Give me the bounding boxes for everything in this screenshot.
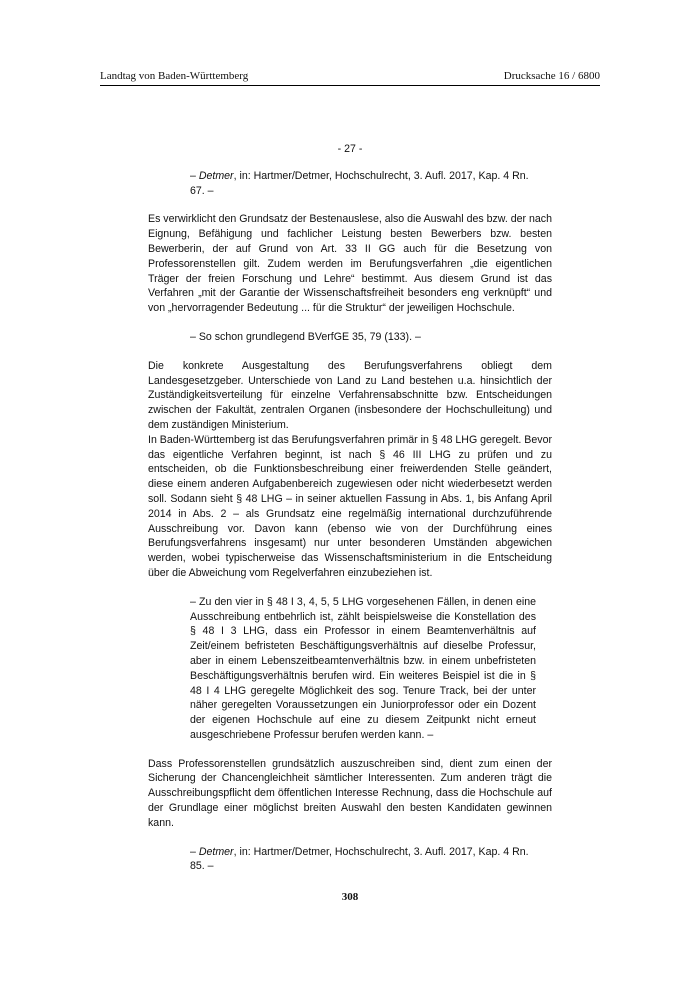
- header-left: Landtag von Baden-Württemberg: [100, 70, 249, 82]
- document-body: [148, 142, 552, 874]
- cite1-rest: , in: Hartmer/Detmer, Hochschulrecht, 3. Aufl. 2017, Kap. 4 Rn. 67. –: [190, 169, 529, 197]
- cite3-dash: –: [190, 845, 199, 858]
- paragraph-bestenauslese: Es verwirklicht den Grundsatz der Bestenauslese, also die Auswahl des bzw. der nach Eignung, Befähigung und fachlicher Leistung besten Bewerbers bzw. besten Bewerberin, der auf Grund von Art. 33 II GG auch für die Besetzung von Professorenstellen gilt. Zudem werden im Berufungsverfahren „die eigentlichen Träger der freien Forschung und Lehre“ bestimmt. Aus diesem Grund ist das Verfahren „mit der Garantie der Wissenschaftsfreiheit besonders eng verknüpft“ und von „hervorragender Bedeutung ... für die Struktur“ der jeweiligen Hochschule.: [148, 213, 552, 315]
- paragraph-baden-wuerttemberg: In Baden-Württemberg ist das Berufungsverfahren primär in § 48 LHG geregelt. Bevor das eigentliche Verfahren beginnt, ist nach § 46 III LHG zu prüfen und zu entscheiden, ob die Funktionsbeschreibung einer freiwerdenden Stelle geändert, diese einem anderen Aufgabenbereich zugewiesen oder nicht wiederbesetzt werden soll. Sodann sieht § 48 LHG – in seiner aktuellen Fassung in Abs. 1, bis Anfang April 2014 in Abs. 2 – als Grundsatz eine regelmäßig international durchzuführende Ausschreibung vor. Davon kann (ebenso wie von der Durchführung eines Berufungsverfahrens insgesamt) nur unter besonderen Umständen abgewichen werden, wobei typischerweise das Wissenschaftsministerium in die Entscheidung über die Abweichung vom Regelverfahren einzubeziehen ist.: [148, 433, 552, 579]
- cite3-rest: , in: Hartmer/Detmer, Hochschulrecht, 3. Aufl. 2017, Kap. 4 Rn. 85. –: [190, 845, 529, 873]
- paragraph-ausgestaltung: Die konkrete Ausgestaltung des Berufungsverfahrens obliegt dem Landesgesetzgeber. Unterschiede von Land zu Land bestehen u.a. hinsichtlich der Zuständigkeitsverteilung für einzelne Verfahrensabschnitte bzw. Entscheidungen zwischen der Fakultät, zentralen Organen (insbesondere der Hochschulleitung) und dem zuständigen Ministerium.: [148, 359, 552, 431]
- paragraph-professorenstellen: Dass Professorenstellen grundsätzlich auszuschreiben sind, dient zum einen der Sicherung der Chancengleichheit sämtlicher Interessenten. Zum anderen trägt die Ausschreibungspflicht dem öffentlichen Interesse Rechnung, dass die Hochschule auf der Grundlage einer möglichst breiten Auswahl den besten Kandidaten gewinnen kann.: [148, 757, 552, 829]
- page-footer-number: 308: [341, 891, 359, 903]
- page-header: [100, 70, 600, 86]
- cite1-dash: –: [190, 169, 199, 182]
- cite3-author: Detmer: [198, 845, 234, 858]
- header-right: Drucksache 16 / 6800: [503, 70, 600, 82]
- blockquote-ausschreibung-faelle: – Zu den vier in § 48 I 3, 4, 5, 5 LHG vorgesehenen Fällen, in denen eine Ausschreibung entbehrlich ist, zählt beispielsweise die Konstellation des § 48 I 3 LHG, dass ein Professor in einem Beamtenverhältnis auf Zeit/einem befristeten Beschäftigungsverhältnis auf dieselbe Professur, aber in einem Lebenszeitbeamtenverhältnis bzw. in einem unbefristeten Beschäftigungsverhältnis berufen wird. Ein weiteres Beispiel ist die in § 48 I 4 LHG geregelte Möglichkeit des sog. Tenure Track, bei der unter näher geregelten Voraussetzungen ein Juniorprofessor oder ein Dozent der eigenen Hochschule auf eine zu diesem Zeitpunkt nicht erneut ausgeschriebene Professur berufen werden kann. –: [190, 595, 536, 741]
- cite1-author: Detmer: [198, 169, 234, 182]
- citation-detmer-rn67: [148, 169, 552, 199]
- citation-bverfge: – So schon grundlegend BVerfGE 35, 79 (133). –: [190, 330, 421, 343]
- citation-detmer-rn85: [148, 845, 552, 875]
- page-number: - 27 -: [337, 143, 363, 155]
